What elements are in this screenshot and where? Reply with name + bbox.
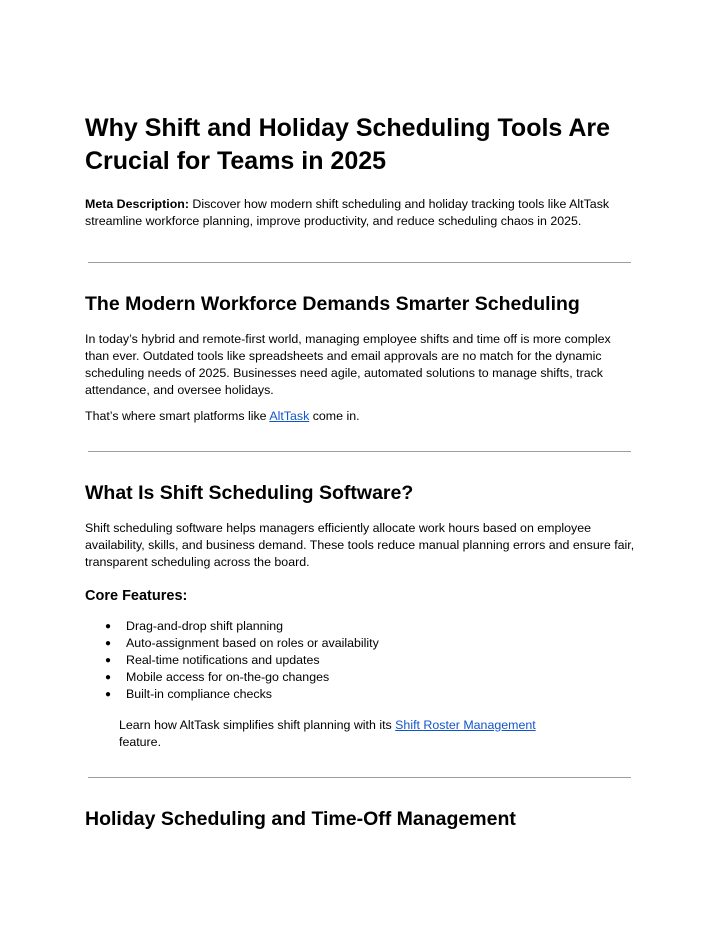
bullet-icon: ● xyxy=(105,689,112,700)
note-text-after: feature. xyxy=(119,735,162,749)
note-text-before: Learn how AltTask simplifies shift planning with its xyxy=(119,718,396,732)
document-page xyxy=(85,112,635,831)
section-heading-holiday-scheduling: Holiday Scheduling and Time-Off Management xyxy=(85,808,516,830)
list-item: ● Drag-and-drop shift planning xyxy=(105,619,284,633)
bullet-icon: ● xyxy=(105,672,112,683)
core-features-list xyxy=(85,618,635,703)
meta-description-text: Discover how modern shift scheduling and holiday tracking tools like AltTask streamline workforce planning, improve productivity, and reduce scheduling chaos in 2025. xyxy=(85,197,610,228)
list-item: ● Built-in compliance checks xyxy=(105,687,272,701)
cta-text-before: That’s where smart platforms like xyxy=(85,409,270,423)
alttask-link[interactable]: AltTask xyxy=(269,409,310,423)
meta-description xyxy=(85,196,635,230)
meta-description-label: Meta Description: xyxy=(85,197,189,211)
bullet-icon: ● xyxy=(105,655,112,666)
list-item: ● Auto-assignment based on roles or availability xyxy=(105,636,379,650)
cta-text-after: come in. xyxy=(309,409,360,423)
section-paragraph-shift-software: Shift scheduling software helps managers efficiently allocate work hours based on employee availability, skills, and business demand. These tools reduce manual planning errors and ensure fair, transparent scheduling across the board. xyxy=(85,521,635,569)
shift-roster-note xyxy=(85,717,559,751)
section-divider xyxy=(88,777,631,778)
list-item: ● Mobile access for on-the-go changes xyxy=(105,670,330,684)
core-features-heading: Core Features: xyxy=(85,588,188,604)
section-heading-shift-software: What Is Shift Scheduling Software? xyxy=(85,482,414,504)
bullet-icon: ● xyxy=(105,621,112,632)
shift-roster-management-link[interactable]: Shift Roster Management xyxy=(395,718,536,732)
section-divider xyxy=(88,451,631,452)
alttask-cta-paragraph xyxy=(85,408,635,425)
section-heading-modern-workforce: The Modern Workforce Demands Smarter Scheduling xyxy=(85,293,580,315)
section-divider xyxy=(88,262,631,263)
list-item: ● Real-time notifications and updates xyxy=(105,653,320,667)
bullet-icon: ● xyxy=(105,638,112,649)
section-paragraph-modern-workforce: In today’s hybrid and remote-first world, managing employee shifts and time off is more complex than ever. Outdated tools like spreadsheets and email approvals are no match for the dynamic scheduling needs of 2025. Businesses need agile, automated solutions to manage shifts, track attendance, and oversee holidays. xyxy=(85,332,611,397)
document-title: Why Shift and Holiday Scheduling Tools Are Crucial for Teams in 2025 xyxy=(85,114,611,175)
